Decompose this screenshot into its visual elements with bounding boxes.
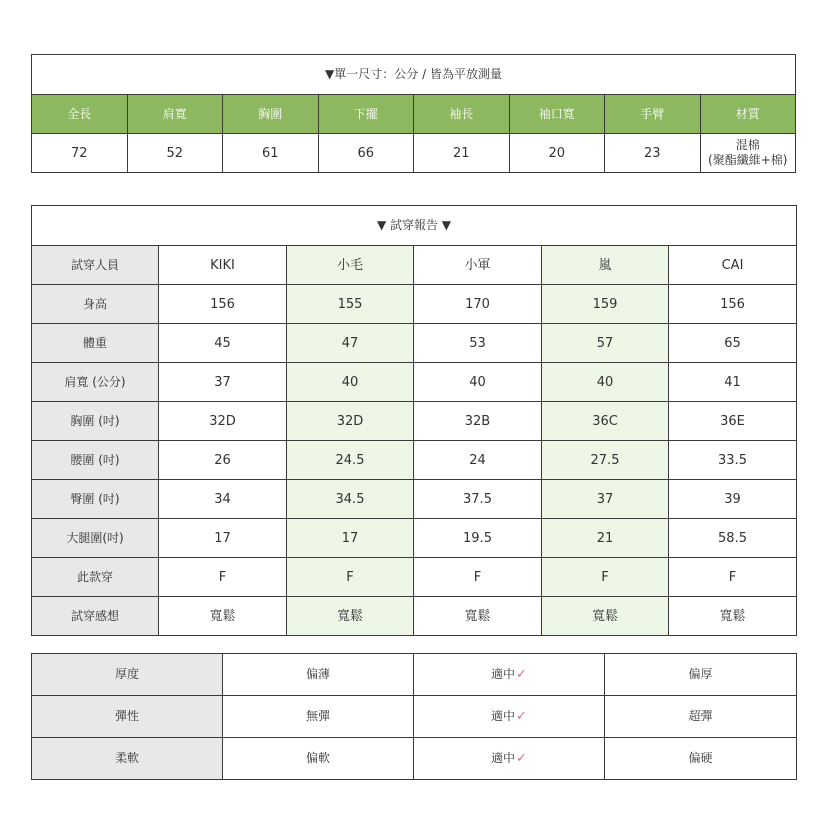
fitting-report-table [31,205,797,636]
report-cell: 嵐 [542,246,669,285]
size-header-cell: 胸圍 [223,95,319,134]
size-header-cell: 下擺 [318,95,414,134]
fabric-row-label: 厚度 [32,654,223,696]
report-cell: 45 [159,324,287,363]
report-cell: F [159,558,287,597]
size-header-cell: 手臂 [605,95,701,134]
report-cell: 34.5 [287,480,414,519]
report-cell: 小毛 [287,246,414,285]
fabric-row [32,654,797,696]
size-chart-table [31,54,796,173]
report-row [32,519,797,558]
report-row [32,441,797,480]
report-row [32,285,797,324]
report-cell: 32B [414,402,542,441]
fabric-option-cell [605,738,797,780]
report-row [32,324,797,363]
fabric-row [32,738,797,780]
report-cell: 37.5 [414,480,542,519]
report-cell: 53 [414,324,542,363]
size-header-cell: 材質 [700,95,796,134]
report-cell: 寬鬆 [159,597,287,636]
fabric-option-label: 適中 [491,667,516,681]
report-cell: CAI [669,246,797,285]
report-cell: 32D [159,402,287,441]
report-cell: 39 [669,480,797,519]
report-cell: 小軍 [414,246,542,285]
report-cell: 17 [159,519,287,558]
report-row-label: 身高 [32,285,159,324]
fabric-option-label: 適中 [491,709,516,723]
size-value-cell: 66 [318,134,414,173]
report-row-label: 試穿感想 [32,597,159,636]
report-cell: 65 [669,324,797,363]
report-cell: 57 [542,324,669,363]
report-row-label: 此款穿 [32,558,159,597]
report-row-label: 腰圍 (吋) [32,441,159,480]
fabric-option-label: 適中 [491,751,516,765]
fabric-option-cell [414,654,605,696]
fabric-option-cell [414,738,605,780]
fabric-option-cell [605,696,797,738]
report-cell: 24.5 [287,441,414,480]
size-value-cell: 23 [605,134,701,173]
report-cell: 36E [669,402,797,441]
report-cell: 58.5 [669,519,797,558]
report-row [32,597,797,636]
size-value-cell: 20 [509,134,605,173]
report-row-label: 試穿人員 [32,246,159,285]
report-row [32,402,797,441]
report-cell: 47 [287,324,414,363]
report-cell: 156 [669,285,797,324]
size-chart-header-row [32,95,796,134]
fabric-option-label: 偏薄 [305,667,330,681]
fabric-option-cell [223,654,414,696]
report-cell: 27.5 [542,441,669,480]
report-cell: 24 [414,441,542,480]
material-line: (聚酯纖維+棉) [708,153,788,167]
size-header-cell: 肩寬 [127,95,223,134]
fabric-option-cell [223,738,414,780]
report-cell: 寬鬆 [542,597,669,636]
report-row-label: 肩寬 (公分) [32,363,159,402]
fabric-option-label: 偏硬 [688,751,713,765]
report-cell: 寬鬆 [414,597,542,636]
fabric-properties-table [31,653,797,780]
report-row-label: 大腿圍(吋) [32,519,159,558]
check-icon: ✓ [516,667,527,682]
report-cell: 40 [542,363,669,402]
report-cell: 21 [542,519,669,558]
report-cell: 34 [159,480,287,519]
size-value-cell: 52 [127,134,223,173]
report-cell: KIKI [159,246,287,285]
size-chart-title: ▼單一尺寸：公分 / 皆為平放測量 [32,55,796,95]
report-cell: 寬鬆 [669,597,797,636]
report-cell: F [287,558,414,597]
size-value-cell: 21 [414,134,510,173]
report-row [32,246,797,285]
fabric-option-label: 偏軟 [305,751,330,765]
report-row-label: 體重 [32,324,159,363]
report-cell: 33.5 [669,441,797,480]
fabric-option-label: 偏厚 [688,667,713,681]
report-cell: 40 [287,363,414,402]
report-cell: 40 [414,363,542,402]
fabric-option-cell [414,696,605,738]
check-icon: ✓ [516,709,527,724]
fabric-option-label: 無彈 [305,709,330,723]
size-header-cell: 袖口寬 [509,95,605,134]
size-value-cell: 61 [223,134,319,173]
report-cell: 159 [542,285,669,324]
fabric-row [32,696,797,738]
material-line: 混棉 [735,138,760,152]
report-cell: 36C [542,402,669,441]
report-cell: 41 [669,363,797,402]
fabric-option-cell [605,654,797,696]
size-header-cell: 全長 [32,95,128,134]
report-cell: 156 [159,285,287,324]
report-cell: 155 [287,285,414,324]
report-title: ▼ 試穿報告 ▼ [32,206,797,246]
report-cell: F [414,558,542,597]
fabric-row-label: 柔軟 [32,738,223,780]
report-row [32,480,797,519]
report-cell: 37 [542,480,669,519]
report-row-label: 臀圍 (吋) [32,480,159,519]
report-row [32,558,797,597]
report-cell: F [542,558,669,597]
fabric-row-label: 彈性 [32,696,223,738]
report-cell: 26 [159,441,287,480]
report-row [32,363,797,402]
report-cell: F [669,558,797,597]
size-header-cell: 袖長 [414,95,510,134]
material-cell [700,134,796,173]
report-cell: 37 [159,363,287,402]
report-cell: 170 [414,285,542,324]
fabric-option-cell [223,696,414,738]
report-cell: 32D [287,402,414,441]
size-chart-value-row [32,134,796,173]
report-cell: 19.5 [414,519,542,558]
size-value-cell: 72 [32,134,128,173]
report-cell: 寬鬆 [287,597,414,636]
fabric-option-label: 超彈 [688,709,713,723]
report-row-label: 胸圍 (吋) [32,402,159,441]
check-icon: ✓ [516,751,527,766]
report-cell: 17 [287,519,414,558]
